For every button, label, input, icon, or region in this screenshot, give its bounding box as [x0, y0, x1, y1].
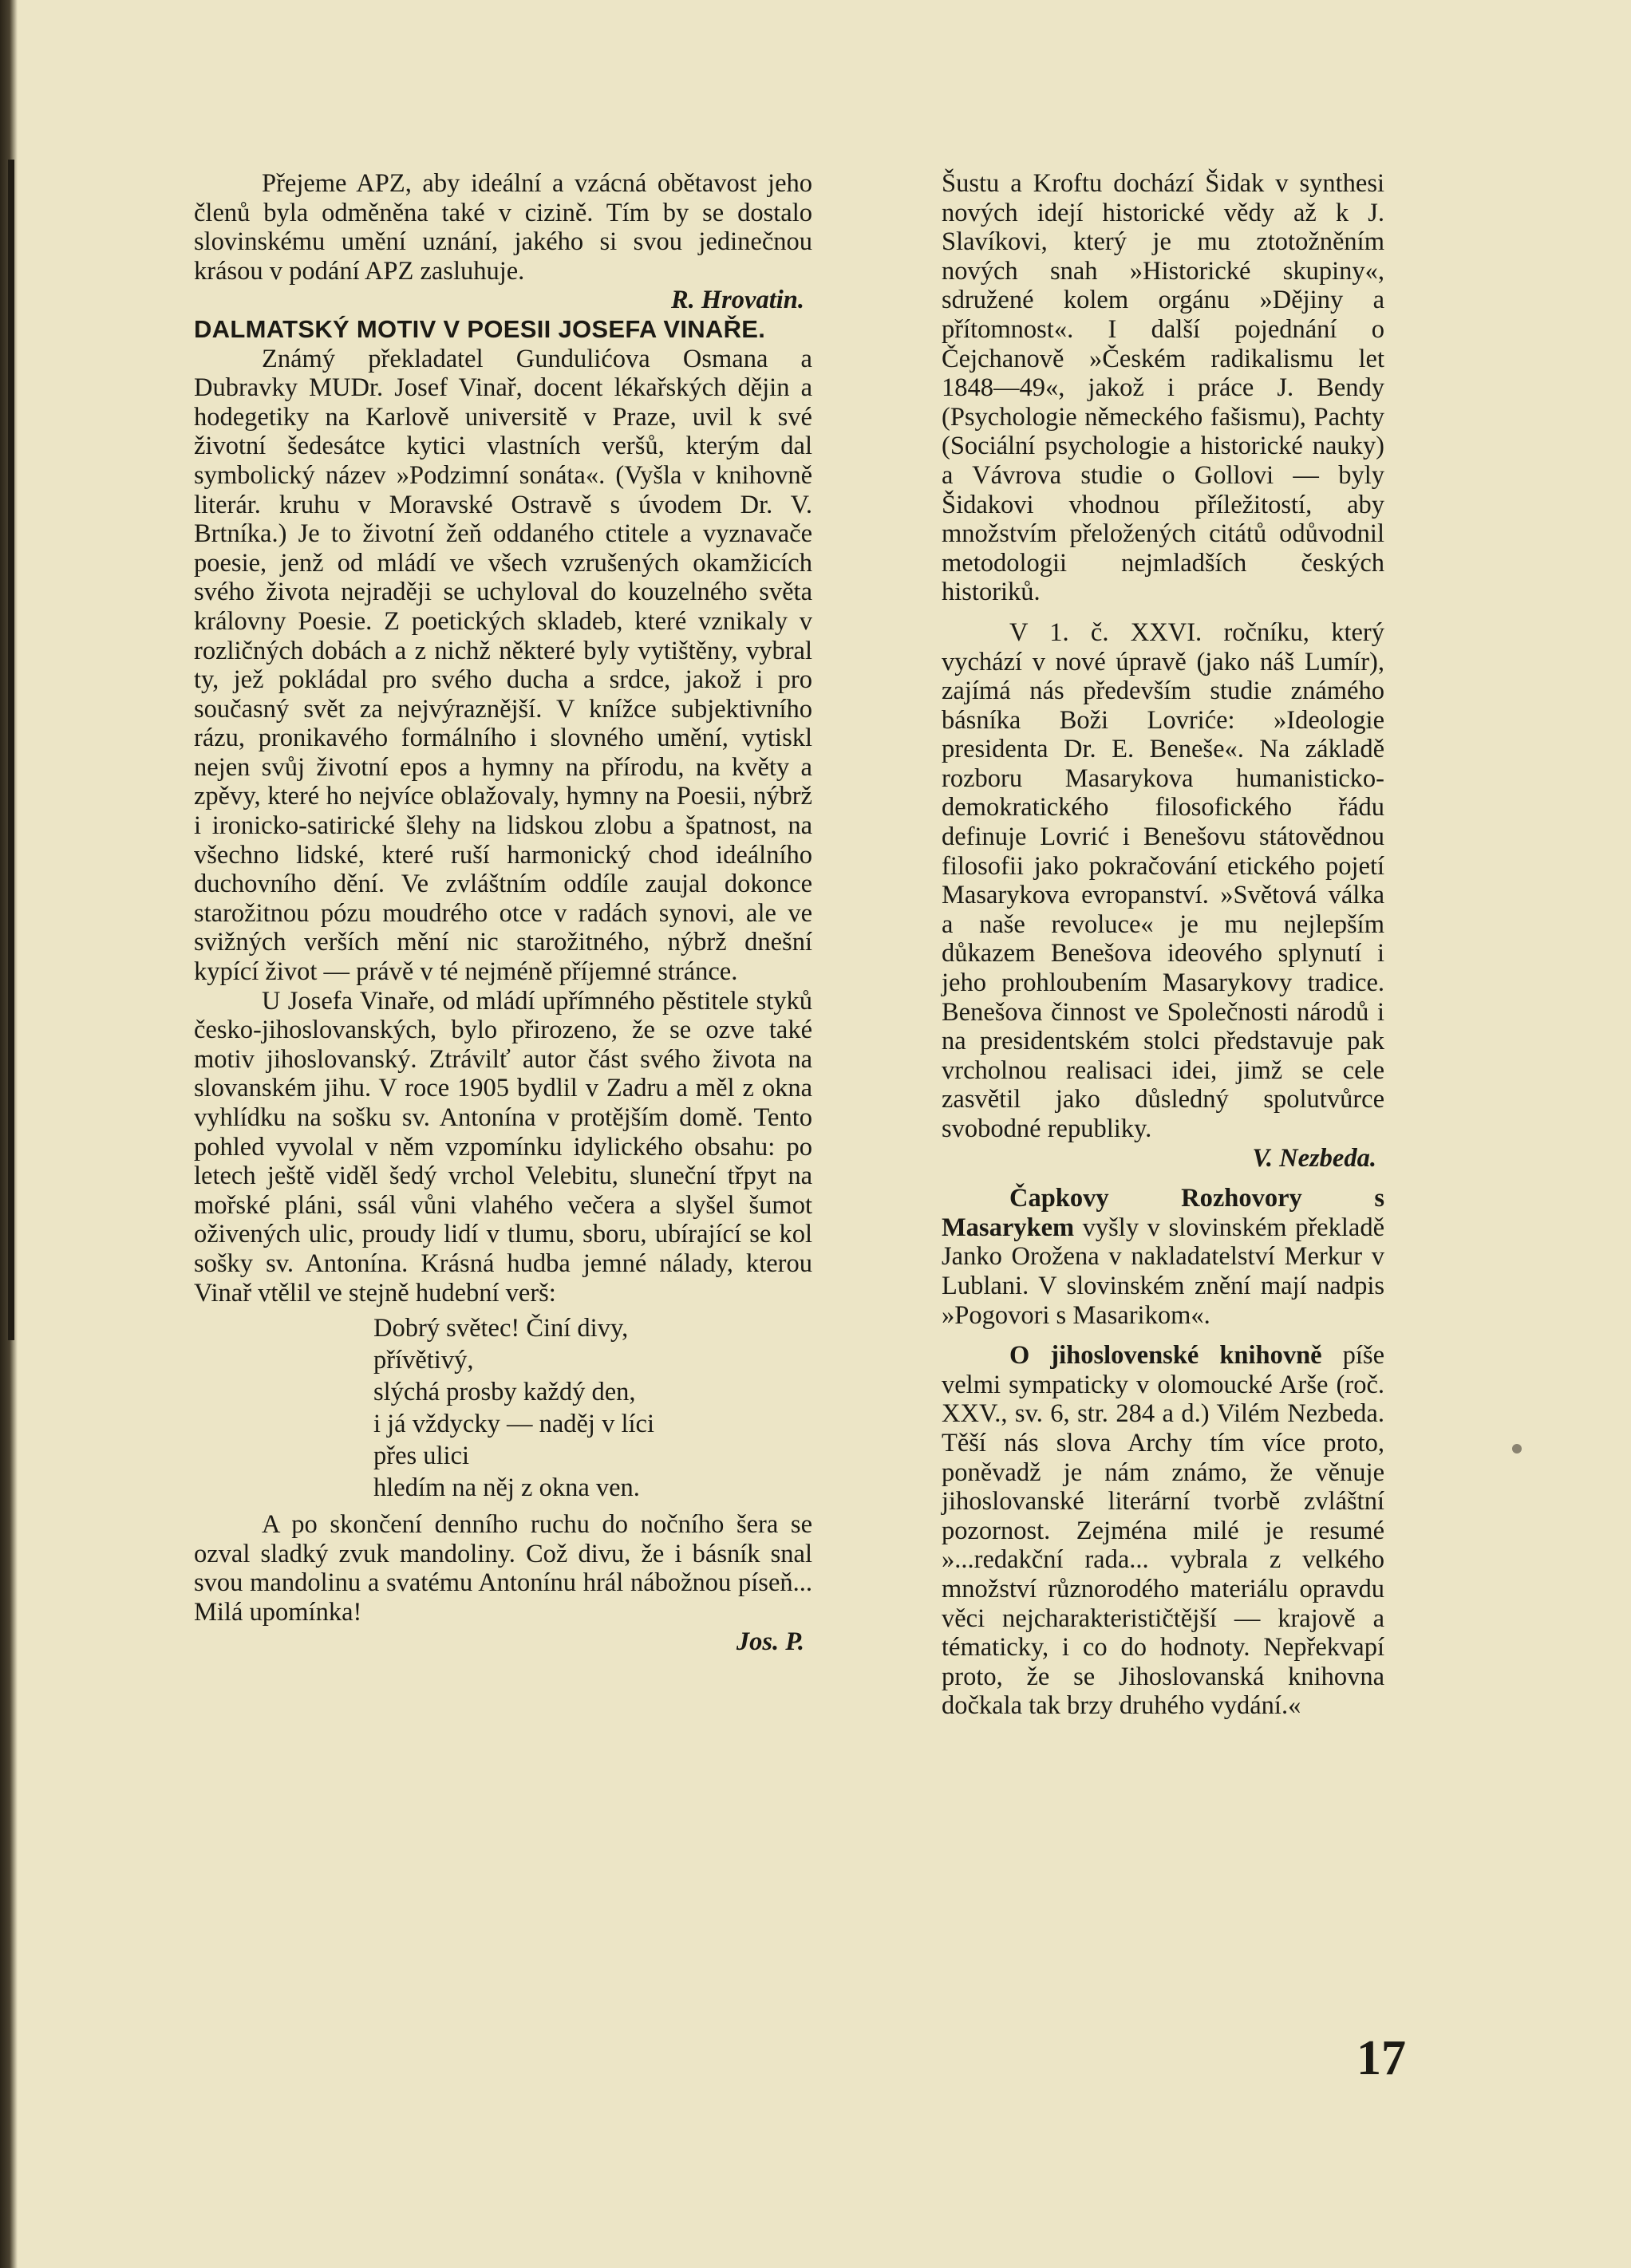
poem-line: Dobrý světec! Činí divy, [373, 1314, 629, 1343]
poem-line: i já vždycky — naděj v líci [373, 1410, 654, 1439]
poem-line: hledím na něj z okna ven. [373, 1473, 640, 1503]
continuation-paragraph-1: Šustu a Kroftu dochází Šidak v synthesi nových idejí historické vědy až k J. Slavíkovi, který je mu ztotožněním nových snah »Historické skupiny«, sdružené kolem orgánu »Dějiny a přítomnost«. I další pojednání o Čejchanově »Českém radikalismu let 1848—49«, jakož i práce J. Bendy (Psychologie německého fašismu), Pachty (Sociální psychologie a historické nauky) a Vávrova studie o Gollovi — byly Šidakovi vhodnou příležitostí, aby množstvím přeložených citátů odůvodnil metodologii nejmladších českých historiků. [942, 169, 1384, 607]
article-signature: Jos. P. [736, 1627, 804, 1656]
notice-capek-text: vyšly v slovinském překladě Janko Orožena v nakladatelství Merkur v Lublani. V slovinském znění mají nadpis »Pogovori s Masarikom«. [942, 1213, 1384, 1330]
notice-knihovna-text: píše velmi sympaticky v olomoucké Arše (roč. XXV., sv. 6, str. 284 a d.) Vilém Nezbeda. Těší nás slova Archy tím více proto, poněvadž je nám známo, že věnuje jihoslovanské literární tvorbě zvláštní pozornost. Zejména milé je resumé »...redakční rada... vybrala z velkého množství různorodého materiálu opravdu věci nejcharakterističtější — krajově a tématicky, i co do hodnoty. Nepřekvapí proto, že se Jihoslovanská knihovna dočkala tak brzy druhého vydání.« [942, 1341, 1384, 1721]
left-column [194, 169, 812, 1656]
poem-line: slýchá prosby každý den, [373, 1378, 636, 1407]
continuation-signature: V. Nezbeda. [1252, 1143, 1376, 1173]
intro-signature: R. Hrovatin. [670, 286, 804, 315]
right-column [942, 169, 1384, 1721]
notice-knihovna [942, 1341, 1384, 1721]
poem-line: přívětivý, [373, 1346, 474, 1375]
article-paragraph-1: Známý překladatel Gundulićova Osmana a Dubravky MUDr. Josef Vinař, docent lékařských dějin a hodegetiky na Karlově universitě v Praze, uvil k své životní šedesátce kytici vlastních veršů, kterým dal symbolický název »Podzimní sonáta«. (Vyšla v knihovně literár. kruhu v Moravské Ostravě s úvodem Dr. V. Brtníka.) Je to životní žeň oddaného ctitele a vyznavače poesie, jenž od mládí ve všech vzrušených okamžicích svého života nejraději se uchyloval do kouzelného světa královny Poesie. Z poetických skladeb, které vznikaly v rozličných dobách a z nichž některé byly vytištěny, vybral ty, jež pokládal pro svého ducha a srdce, jakož i pro současný svět za nejvýraznější. V knížce subjektivního rázu, pronikavého formálního i slovného umění, vytiskl nejen svůj životní epos a hymny na přírodu, na květy a zpěvy, které ho nejvíce oblažovaly, hymny na Poesii, nýbrž i ironicko-satirické šlehy na lidskou zlobu a špatnost, na všechno lidské, které ruší harmonický chod ideálního duchovního dění. Ve zvláštním oddíle zaujal dokonce starožitnou pózu moudrého otce v radách synovi, ale ve svižných verších mění nic starožitného, nýbrž dnešní kypící život — právě v té nejméně příjemné stránce. [194, 344, 812, 987]
poem [194, 1312, 812, 1504]
intro-paragraph: Přejeme APZ, aby ideální a vzácná obětavost jeho členů byla odměněna také v cizině. Tím by se dostalo slovinskému umění uznání, jakého si svou jedinečnou krásou v podání APZ zasluhuje. [194, 169, 812, 286]
notice-capek [942, 1184, 1384, 1330]
page-number: 17 [1357, 2031, 1406, 2085]
notice-knihovna-lead: O jihoslovenské knihovně [1009, 1341, 1322, 1371]
article-heading: DALMATSKÝ MOTIV V POESII JOSEFA VINAŘE. [194, 314, 766, 343]
margin-dot [1512, 1444, 1522, 1453]
continuation-paragraph-2: V 1. č. XXVI. ročníku, který vychází v nové úpravě (jako náš Lumír), zajímá nás především studie známého básníka Boži Lovriće: »Ideologie presidenta Dr. E. Beneše«. Na základě rozboru Masarykova humanisticko-demokratického filosofického řádu definuje Lovrić i Benešovu státovědnou filosofii jako pokračování etického pojetí Masarykova evropanství. »Světová válka a naše revoluce« je mu nejlepším důkazem Benešova ideového splynutí i jeho prohloubením Masarykovy tradice. Benešova činnost ve Společnosti národů i na presidentském stolci představuje pak vrcholnou realisaci idei, jimž se cele zasvětil jako důsledný spolutvůrce svobodné republiky. [942, 617, 1384, 1143]
binding-mark [8, 160, 14, 1340]
article-paragraph-3: A po skončení denního ruchu do nočního šera se ozval sladký zvuk mandoliny. Což divu, že i básník snal svou mandolinu a svatému Antonínu hrál nábožnou píseň... Milá upomínka! [194, 1510, 812, 1627]
article-paragraph-2: U Josefa Vinaře, od mládí upřímného pěstitele styků česko-jihoslovanských, bylo přirozeno, že se ozve také motiv jihoslovanský. Ztrávilť autor část svého života na slovanském jihu. V roce 1905 bydlil v Zadru a měl z okna vyhlídku na sošku sv. Antonína v protějším domě. Tento pohled vyvolal v něm vzpomínku idylického obsahu: po letech ještě viděl šedý vrchol Velebitu, sluneční třpyt na mořské pláni, ssál vůni vlahého večera a slyšel šumot oživených ulic, proudy lidí v tlumu, sboru, ubírající se kol sošky sv. Antonína. Krásná hudba jemné nálady, kterou Vinař vtělil ve stejně hudební verš: [194, 986, 812, 1308]
poem-line: přes ulici [373, 1442, 470, 1471]
notice-capek-lead: Čapkovy Rozhovory s Masarykem [942, 1184, 1384, 1242]
